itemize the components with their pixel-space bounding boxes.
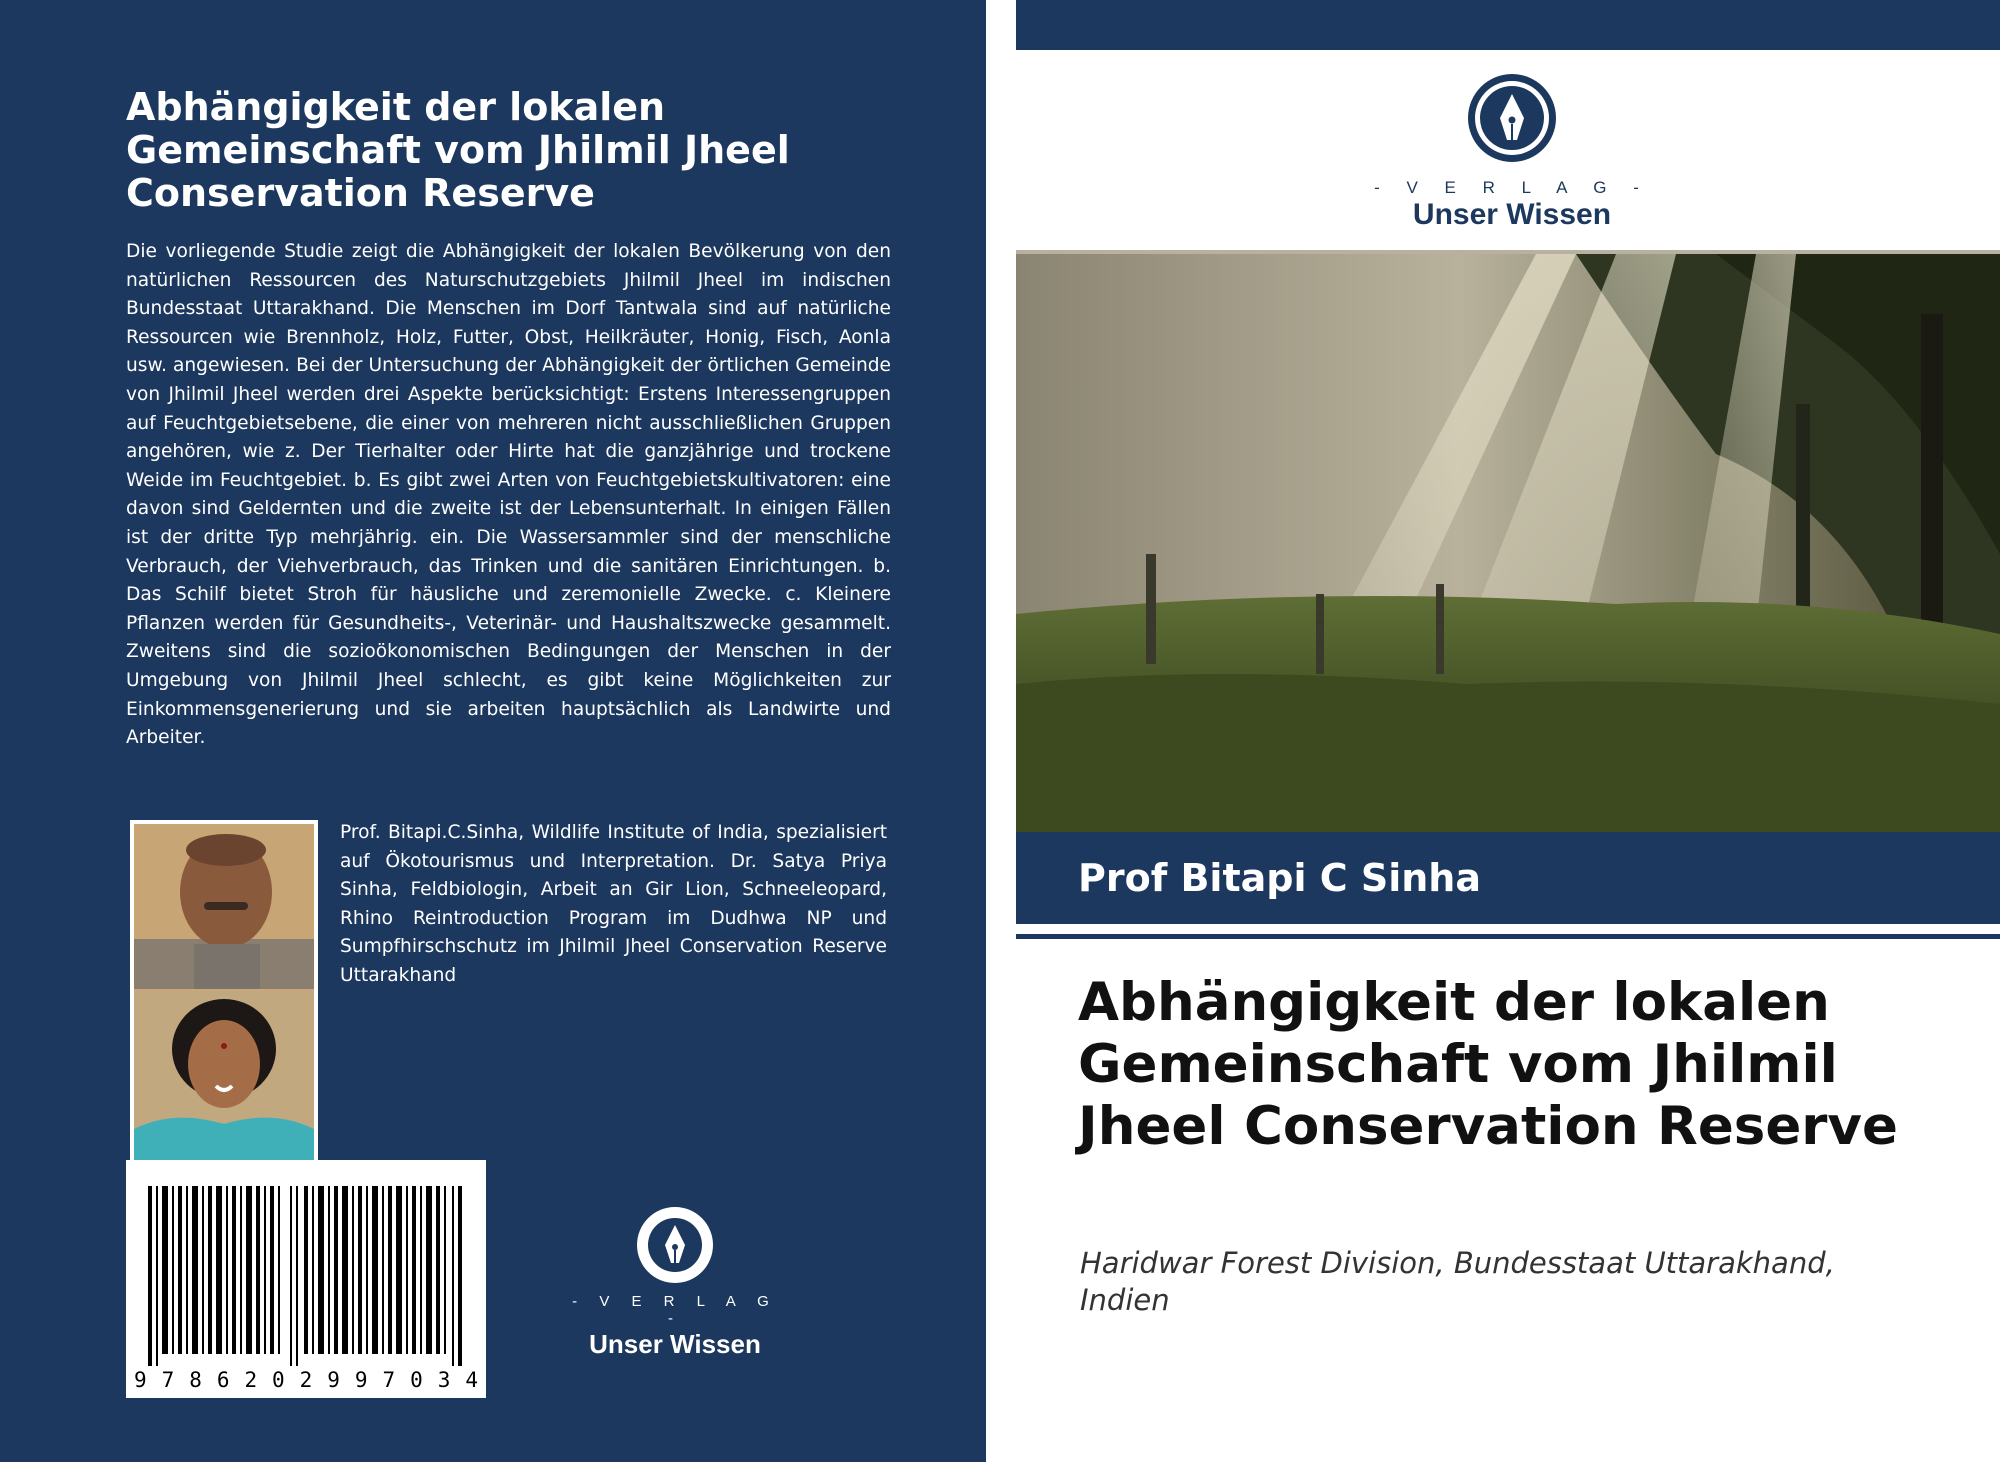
publisher-verlag-label: - V E R L A G -	[572, 1293, 778, 1327]
barcode	[126, 1160, 486, 1398]
isbn-digit: 3	[437, 1368, 451, 1392]
isbn-digit: 9	[354, 1368, 368, 1392]
author-bio: Prof. Bitapi.C.Sinha, Wildlife Institute of India, spezialisiert auf Ökotourismus und Interpretation. Dr. Satya Priya Sinha, Feldbiologin, Arbeit an Gir Lion, Schneeleopard, Rhino Reintroduction Program im Dudhwa NP und Sumpfhirschschutz im Jhilmil Jheel Conservation Reserve Uttarakhand	[340, 822, 887, 986]
back-cover-title: Abhängigkeit der lokalen Gemeinschaft vom Jhilmil Jheel Conservation Reserve	[126, 85, 790, 215]
front-author-name: Prof Bitapi C Sinha	[1078, 856, 1481, 900]
isbn-digit: 9	[327, 1368, 340, 1392]
isbn-digit: 7	[161, 1368, 175, 1392]
cover-photo-forest	[1016, 250, 2000, 834]
isbn-digit: 2	[244, 1368, 258, 1392]
back-cover-description: Die vorliegende Studie zeigt die Abhängigkeit der lokalen Bevölkerung von den natürlichen Ressourcen des Naturschutzgebiets Jhilmil Jheel im indischen Bundesstaat Uttarakhand. Die Menschen im Dorf Tantwala sind auf natürliche Ressourcen wie Brennholz, Holz, Futter, Obst, Heilkräuter, Honig, Fisch, Aonla usw. angewiesen. Bei der Untersuchung der Abhängigkeit der örtlichen Gemeinde von Jhilmil Jheel werden drei Aspekte berücksichtigt: Erstens Interessengruppen auf Feuchtgebietsebene, die einer von mehreren nicht ausschließlichen Gruppen angehören, wie z. Der Tierhalter oder Hirte hat die ganzjährige und trockene Weide im Feuchtgebiet. b. Es gibt zwei Arten von Feuchtgebietskultivatoren: eine davon sind Geldernten und die zweite ist der Lebensunterhalt. In einigen Fällen ist der dritte Typ mehrjährig. ein. Die Wassersammler sind der menschliche Verbrauch, der Viehverbrauch, das Trinken und die sanitären Einrichtungen. b. Das Schilf bietet Stroh für häusliche und zeremonielle Zwecke. c. Kleinere Pflanzen werden für Gesundheits-, Veterinär- und Haushaltszwecke gesammelt. Zweitens sind die sozioökonomischen Bedingungen der Menschen in der Umgebung von Jhilmil Jheel schlecht, es gibt keine Möglichkeiten zur Einkommensgenerierung und sie arbeiten hauptsächlich als Landwirte und Arbeiter.	[126, 241, 891, 749]
publisher-name: Unser Wissen	[589, 1329, 761, 1359]
isbn-digit: 6	[216, 1368, 230, 1392]
forest-photo-image	[1016, 254, 2000, 834]
isbn-digit: 8	[189, 1368, 202, 1392]
isbn-digits	[134, 1368, 478, 1392]
author-bar	[1016, 832, 2000, 924]
publisher-name: Unser Wissen	[1412, 198, 1612, 231]
isbn-digit: 9	[134, 1368, 147, 1392]
publisher-verlag-label: - V E R L A G -	[1374, 178, 1650, 197]
isbn-digit: 7	[382, 1368, 396, 1392]
fountain-pen-nib-logo-icon	[635, 1205, 715, 1285]
fountain-pen-nib-logo-icon	[1466, 72, 1558, 164]
front-cover	[1016, 0, 2000, 1462]
front-cover-subtitle: Haridwar Forest Division, Bundesstaat Uttarakhand, Indien	[1080, 1246, 1835, 1317]
isbn-digit: 0	[410, 1368, 423, 1392]
divider-rule	[1016, 934, 2000, 939]
isbn-digit: 4	[465, 1368, 478, 1392]
author-photos-image	[134, 824, 314, 1161]
author-photos	[130, 820, 318, 1165]
front-top-bar	[1016, 0, 2000, 50]
isbn-digit: 2	[299, 1368, 313, 1392]
publisher-logo-back	[560, 1205, 790, 1360]
barcode-icon	[126, 1178, 486, 1378]
spine-gap	[986, 0, 1016, 1462]
isbn-digit: 0	[272, 1368, 285, 1392]
back-cover	[0, 0, 986, 1462]
front-cover-title: Abhängigkeit der lokalen Gemeinschaft vom Jhilmil Jheel Conservation Reserve	[1078, 972, 1898, 1157]
publisher-logo-front	[1362, 72, 1662, 232]
